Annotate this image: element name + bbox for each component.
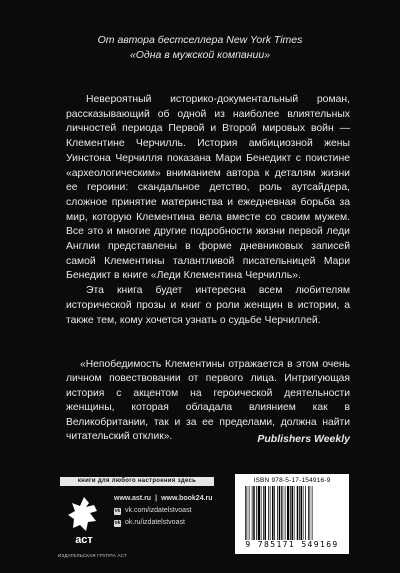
ean-digits: 9 785171 549169 (245, 540, 339, 549)
barcode-bar (308, 486, 309, 540)
barcode-bar (281, 486, 282, 540)
vk-row (114, 505, 213, 517)
barcode-box (235, 474, 349, 554)
barcode-bar (274, 486, 275, 540)
barcode-bar (270, 486, 271, 540)
ok-row (114, 517, 213, 529)
tagline (60, 33, 340, 63)
barcode-bar (292, 486, 294, 540)
barcode-bar (272, 486, 274, 540)
barcode-bar (301, 486, 303, 540)
barcode-bar (303, 486, 304, 540)
barcode-bar (253, 486, 255, 540)
barcode-bar (263, 486, 264, 540)
barcode-bar (285, 486, 286, 540)
barcode-bar (252, 486, 253, 540)
description-paragraph-2: Эта книга будет интересна всем любителям исторической прозы и книг о роли женщин в истории, а также тем, кому хочется узнать о судьбе Черчиллей. (66, 285, 350, 326)
book-description (66, 93, 350, 328)
ok-icon: ok (114, 519, 121, 526)
barcode-bar (268, 486, 269, 540)
logo-text: аст (75, 534, 93, 546)
barcode-bar (294, 486, 295, 540)
barcode-bar (312, 486, 313, 540)
publisher-caption: ИЗДАТЕЛЬСКАЯ ГРУППА АСТ (58, 553, 127, 558)
publisher-slogan: книги для любого настроения здесь (60, 477, 214, 486)
barcode-bar (245, 486, 246, 540)
barcode-bar (287, 486, 289, 540)
barcode-bar (305, 486, 306, 540)
description-paragraph-1: Невероятный историко-документальный роман, рассказывающий об одной из наиболее влиятельных личностей периода Первой и Второй мировых войн — Клементине Черчилль. История амбициозной жены Уинстона Черчилля показана Мари Бенедикт с поистине «археологическим» вниманием автора к деталям жизни ее героини: скандальное детство, роль аутсайдера, сложное принятие материнства и ежедневная борьба за мир, которую Клементина вела вместе со своим мужем. Все это и многие другие подробности жизни первой леди Англии представлены в форме дневниковых записей самой Клементины талантливой писательницей Мари Бенедикт в книге «Леди Клементина Черчилль». (66, 94, 350, 282)
ast-logo-icon (64, 495, 104, 547)
vk-icon: vk (114, 507, 121, 514)
quote-source: Publishers Weekly (257, 433, 350, 445)
barcode-bar (249, 486, 250, 540)
barcode-bar (297, 486, 299, 540)
barcode-bar (299, 486, 300, 540)
barcode-bar (247, 486, 248, 540)
barcode-bar (277, 486, 278, 540)
ok-link[interactable]: ok.ru/izdatelstvoast (125, 519, 185, 526)
site-ast-link[interactable]: www.ast.ru (114, 495, 152, 502)
barcode-bar (265, 486, 267, 540)
barcode-bar (256, 486, 257, 540)
barcode-bar (261, 486, 262, 540)
publisher-links (114, 493, 213, 529)
barcode-bar (310, 486, 311, 540)
quote-text: «Непобедимость Клементины отражается в этом очень личном повествовании от первого лица. Интригующая история с акцентом на героической деятельности женщины, которая обладала влиянием как в Великобритании, так и за ее пределами, должна найти читательский отклик». (66, 359, 350, 443)
vk-link[interactable]: vk.com/izdatelstvoast (125, 507, 192, 514)
tagline-line-2: «Одна в мужской компании» (129, 49, 271, 61)
barcode-bar (258, 486, 260, 540)
barcode-bar (279, 486, 281, 540)
barcode-bar (290, 486, 291, 540)
tagline-line-1: От автора бестселлера New York Times (97, 34, 303, 46)
review-quote (66, 358, 350, 444)
barcode-icon (245, 486, 339, 540)
websites-row (114, 493, 213, 505)
barcode-bar (283, 486, 284, 540)
site-book24-link[interactable]: www.book24.ru (161, 495, 213, 502)
isbn-text: ISBN 978-5-17-154916-9 (253, 477, 331, 484)
site-separator: | (155, 495, 158, 502)
